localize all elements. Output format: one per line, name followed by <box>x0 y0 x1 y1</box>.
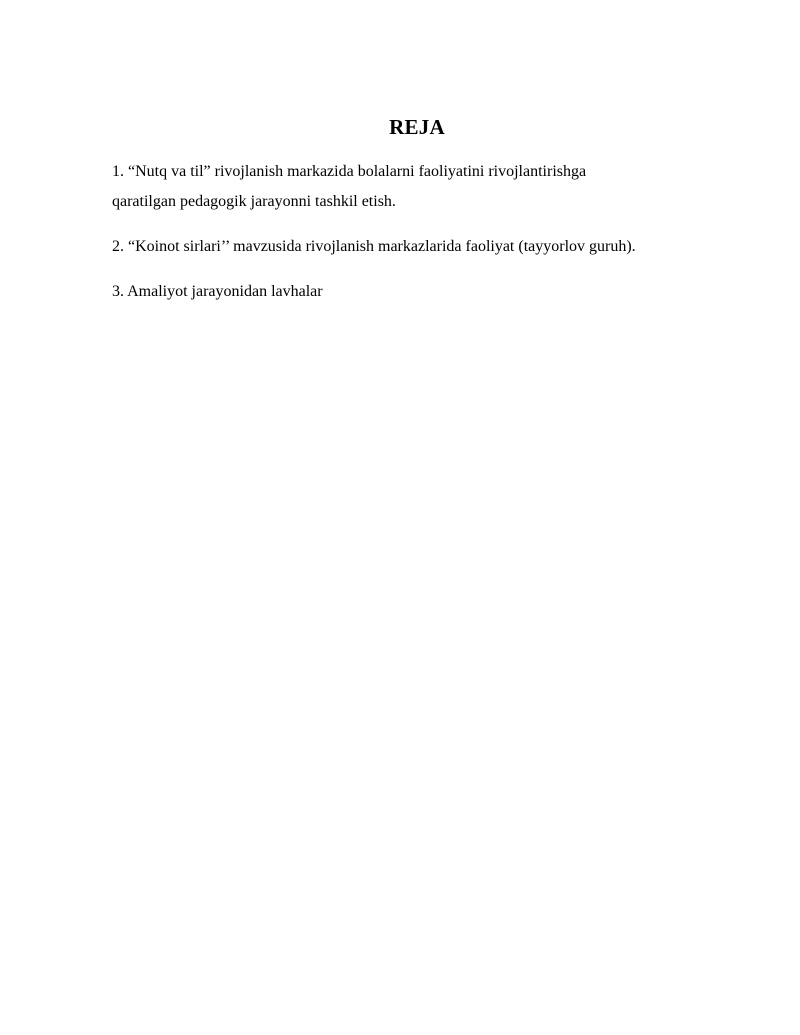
plan-list <box>112 157 752 322</box>
plan-item-2-line-1: 2. “Koinot sirlari’’ mavzusida rivojlanish markazlarida faoliyat (tayyorlov guruh). <box>112 238 636 255</box>
plan-item-1 <box>112 157 752 217</box>
plan-item-2 <box>112 232 752 262</box>
document-title: REJA <box>389 115 445 139</box>
plan-item-1-line-2: qaratilgan pedagogik jarayonni tashkil etish. <box>112 193 396 210</box>
plan-item-3-line-1: 3. Amaliyot jarayonidan lavhalar <box>112 283 323 300</box>
plan-item-3 <box>112 277 752 307</box>
plan-item-1-line-1: 1. “Nutq va til” rivojlanish markazida bolalarni faoliyatini rivojlantirishga <box>112 163 587 180</box>
